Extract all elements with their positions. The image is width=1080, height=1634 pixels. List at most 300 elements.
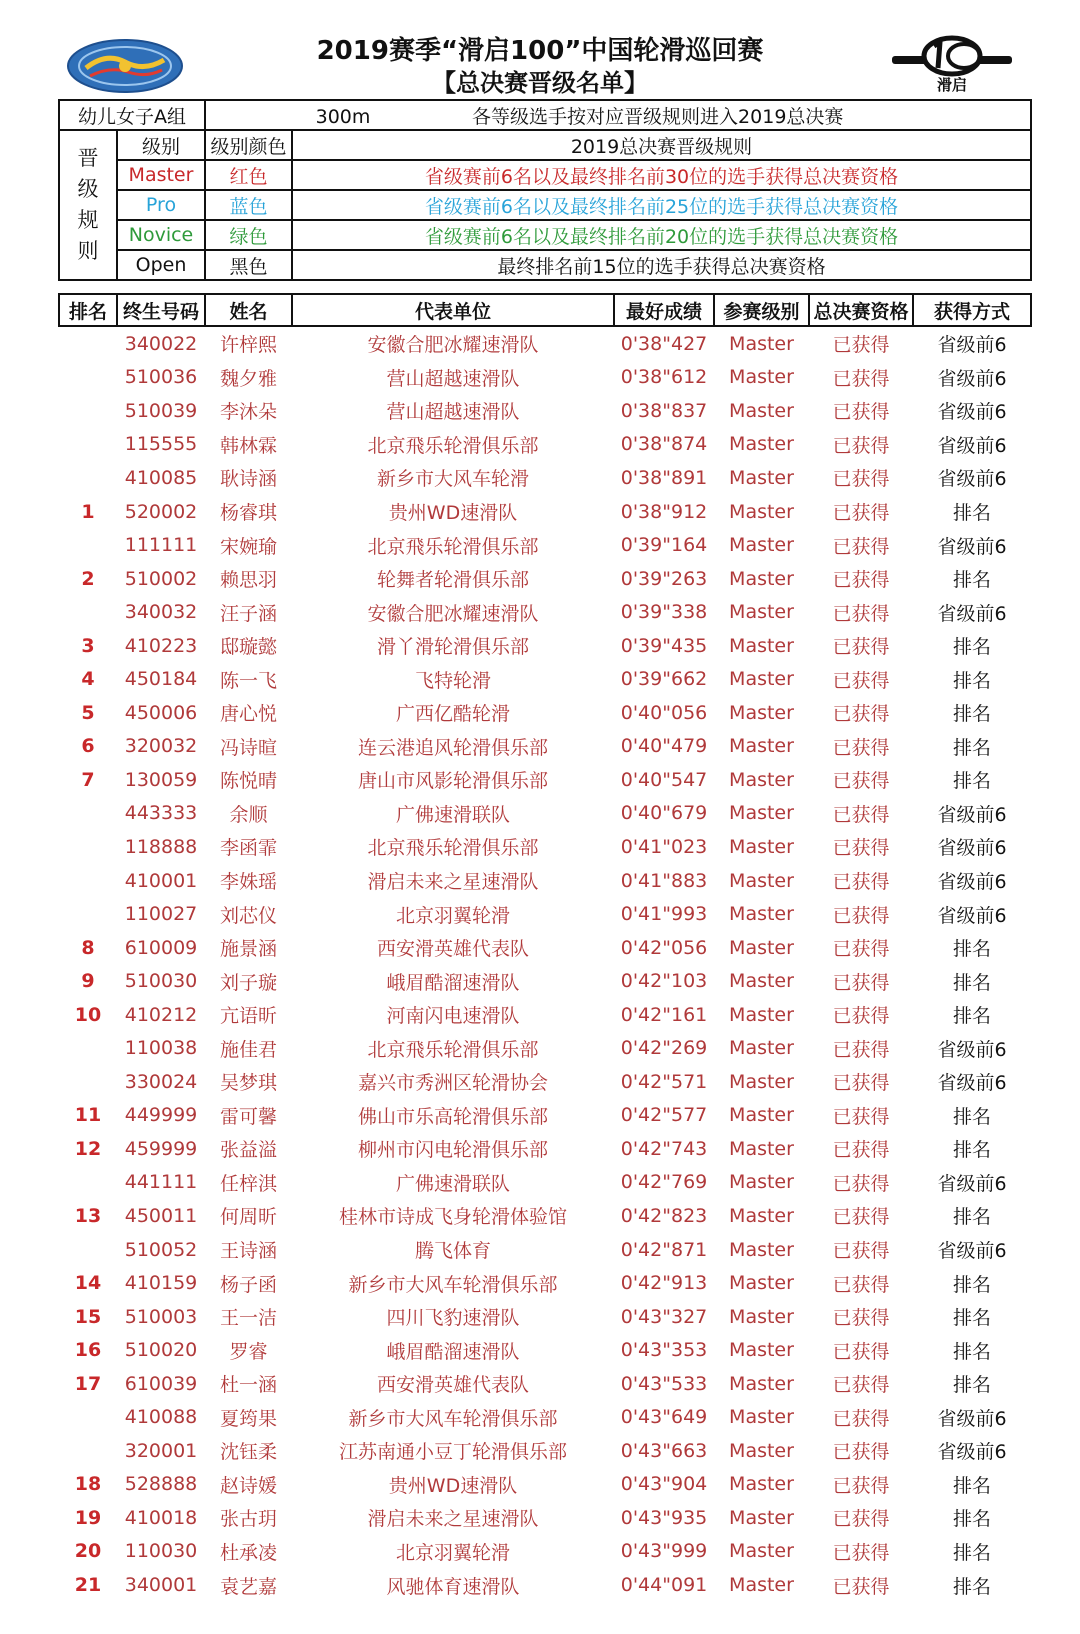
method-cell: 省级前6 bbox=[937, 602, 1007, 625]
rank-cell: 14 bbox=[74, 1272, 102, 1295]
table-row bbox=[59, 1501, 1031, 1535]
rule-color: 绿色 bbox=[205, 220, 292, 250]
best-time-cell: 0'38"874 bbox=[620, 433, 708, 456]
rules-header-level: 级别 bbox=[117, 130, 205, 160]
table-row bbox=[59, 394, 1031, 428]
best-time-cell: 0'41"023 bbox=[620, 835, 708, 858]
rules-side-char: 晋 bbox=[77, 146, 99, 170]
club-cell: 北京飛乐轮滑俱乐部 bbox=[367, 434, 539, 457]
rank-cell: 16 bbox=[74, 1339, 102, 1362]
qualifier-table-body bbox=[59, 326, 1031, 1602]
name-cell: 许梓熙 bbox=[219, 334, 277, 357]
level-cell: Master bbox=[729, 668, 794, 691]
level-cell: Master bbox=[729, 1070, 794, 1093]
lifetime-number-cell: 410212 bbox=[124, 1003, 198, 1026]
method-cell: 排名 bbox=[952, 770, 991, 793]
qualification-cell: 已获得 bbox=[832, 401, 890, 424]
rules-side-label bbox=[59, 130, 117, 280]
level-cell: Master bbox=[729, 735, 794, 758]
table-row bbox=[59, 361, 1031, 395]
rank-cell bbox=[59, 1166, 117, 1200]
table-row bbox=[59, 1401, 1031, 1435]
rank-cell: 11 bbox=[74, 1104, 102, 1127]
method-cell: 排名 bbox=[952, 636, 991, 659]
level-cell: Master bbox=[729, 1104, 794, 1127]
club-cell: 飞特轮滑 bbox=[414, 669, 491, 692]
name-cell: 冯诗暄 bbox=[219, 736, 277, 759]
level-cell: Master bbox=[729, 1003, 794, 1026]
level-cell: Master bbox=[729, 1406, 794, 1429]
lifetime-number-cell: 111111 bbox=[124, 534, 198, 557]
rule-text: 省级赛前6名以及最终排名前25位的选手获得总决赛资格 bbox=[292, 190, 1031, 220]
name-cell: 李姝瑶 bbox=[219, 871, 277, 894]
rank-cell: 1 bbox=[81, 500, 95, 523]
qualification-cell: 已获得 bbox=[832, 502, 890, 524]
level-cell: Master bbox=[729, 835, 794, 858]
table-row bbox=[59, 1367, 1031, 1401]
club-cell: 广佛速滑联队 bbox=[395, 1172, 510, 1195]
group-distance: 300m bbox=[315, 105, 371, 128]
name-cell: 耿诗涵 bbox=[219, 468, 277, 491]
rules-header-color: 级别颜色 bbox=[205, 130, 292, 160]
table-row bbox=[59, 662, 1031, 696]
rule-level: Novice bbox=[117, 220, 205, 250]
rank-cell: 13 bbox=[74, 1204, 102, 1227]
table-row bbox=[59, 897, 1031, 931]
club-cell: 贵州WD速滑队 bbox=[388, 502, 518, 524]
lifetime-number-cell: 528888 bbox=[124, 1473, 198, 1496]
qualification-cell: 已获得 bbox=[832, 837, 890, 860]
column-header: 终生号码 bbox=[117, 294, 205, 326]
method-cell: 排名 bbox=[952, 1206, 991, 1229]
level-cell: Master bbox=[729, 802, 794, 825]
lifetime-number-cell: 450006 bbox=[124, 701, 198, 724]
method-cell: 排名 bbox=[952, 1374, 991, 1397]
best-time-cell: 0'38"612 bbox=[620, 366, 708, 389]
table-row bbox=[59, 730, 1031, 764]
method-cell: 排名 bbox=[952, 569, 991, 592]
qualification-cell: 已获得 bbox=[832, 1273, 890, 1296]
table-row bbox=[59, 797, 1031, 831]
level-cell: Master bbox=[729, 1372, 794, 1395]
level-cell: Master bbox=[729, 1574, 794, 1596]
level-cell: Master bbox=[729, 601, 794, 624]
method-cell: 省级前6 bbox=[937, 1407, 1007, 1430]
club-cell: 新乡市大风车轮滑 bbox=[376, 468, 529, 491]
qualification-cell: 已获得 bbox=[832, 1575, 890, 1598]
rule-text: 省级赛前6名以及最终排名前30位的选手获得总决赛资格 bbox=[292, 160, 1031, 190]
column-header: 参赛级别 bbox=[714, 294, 809, 326]
method-cell: 省级前6 bbox=[937, 1072, 1007, 1095]
name-cell: 杜承凌 bbox=[219, 1541, 277, 1564]
table-row bbox=[59, 931, 1031, 965]
level-cell: Master bbox=[729, 1171, 794, 1194]
club-cell: 北京飛乐轮滑俱乐部 bbox=[367, 535, 539, 558]
method-cell: 排名 bbox=[952, 736, 991, 759]
table-row bbox=[59, 1166, 1031, 1200]
best-time-cell: 0'40"547 bbox=[620, 768, 708, 791]
club-cell: 滑丫滑轮滑俱乐部 bbox=[376, 636, 529, 659]
lifetime-number-cell: 410223 bbox=[124, 634, 198, 657]
lifetime-number-cell: 340022 bbox=[124, 332, 198, 355]
level-cell: Master bbox=[729, 1439, 794, 1462]
club-cell: 贵州WD速滑队 bbox=[388, 1474, 518, 1497]
group-info-row bbox=[59, 100, 1031, 130]
logo-right-text: 滑启 bbox=[936, 76, 968, 94]
lifetime-number-cell: 410018 bbox=[124, 1506, 198, 1529]
rules-side-char: 级 bbox=[77, 177, 99, 201]
qualification-cell: 已获得 bbox=[832, 803, 890, 826]
qualification-cell: 已获得 bbox=[832, 669, 890, 692]
lifetime-number-cell: 510003 bbox=[124, 1305, 198, 1328]
qualification-cell: 已获得 bbox=[832, 1441, 890, 1464]
rank-cell bbox=[59, 528, 117, 562]
method-cell: 省级前6 bbox=[937, 871, 1007, 894]
best-time-cell: 0'40"679 bbox=[620, 802, 708, 825]
table-row bbox=[59, 326, 1031, 361]
method-cell: 排名 bbox=[952, 1474, 991, 1497]
lifetime-number-cell: 610009 bbox=[124, 936, 198, 959]
name-cell: 杨子函 bbox=[219, 1273, 277, 1296]
lifetime-number-cell: 410159 bbox=[124, 1272, 198, 1295]
rank-cell bbox=[59, 428, 117, 462]
method-cell: 省级前6 bbox=[937, 1038, 1007, 1061]
rank-cell: 12 bbox=[74, 1137, 102, 1160]
page-subtitle: 【总决赛晋级名单】 bbox=[432, 69, 648, 97]
lifetime-number-cell: 320032 bbox=[124, 735, 198, 758]
best-time-cell: 0'38"427 bbox=[620, 332, 708, 355]
lifetime-number-cell: 410088 bbox=[124, 1406, 198, 1429]
best-time-cell: 0'40"056 bbox=[620, 701, 708, 724]
name-cell: 张益溢 bbox=[219, 1139, 277, 1162]
club-cell: 广佛速滑联队 bbox=[395, 803, 510, 826]
qualification-cell: 已获得 bbox=[832, 1508, 890, 1531]
qualifier-table-header bbox=[59, 294, 1031, 326]
best-time-cell: 0'43"649 bbox=[620, 1406, 708, 1429]
rank-cell: 8 bbox=[81, 936, 95, 959]
name-cell: 魏夕雅 bbox=[219, 367, 277, 390]
rank-cell: 5 bbox=[81, 701, 95, 724]
table-row bbox=[59, 428, 1031, 462]
level-cell: Master bbox=[729, 1339, 794, 1362]
lifetime-number-cell: 330024 bbox=[124, 1070, 198, 1093]
club-cell: 桂林市诗成飞身轮滑体验馆 bbox=[338, 1206, 567, 1229]
table-row bbox=[59, 830, 1031, 864]
table-row bbox=[59, 1199, 1031, 1233]
name-cell: 王一洁 bbox=[219, 1307, 277, 1330]
table-row bbox=[59, 1333, 1031, 1367]
best-time-cell: 0'43"327 bbox=[620, 1305, 708, 1328]
rank-cell bbox=[59, 461, 117, 495]
table-row bbox=[59, 629, 1031, 663]
club-cell: 新乡市大风车轮滑俱乐部 bbox=[348, 1273, 558, 1296]
qualification-cell: 已获得 bbox=[832, 904, 890, 927]
club-cell: 营山超越速滑队 bbox=[386, 401, 520, 424]
best-time-cell: 0'39"435 bbox=[620, 634, 708, 657]
club-cell: 河南闪电速滑队 bbox=[386, 1005, 520, 1028]
level-cell: Master bbox=[729, 1037, 794, 1060]
qualification-cell: 已获得 bbox=[832, 1340, 890, 1363]
rank-cell: 20 bbox=[74, 1540, 102, 1563]
name-cell: 施佳君 bbox=[219, 1038, 277, 1061]
page-title: 2019赛季“滑启100”中国轮滑巡回赛 bbox=[316, 36, 764, 66]
lifetime-number-cell: 443333 bbox=[124, 802, 198, 825]
table-row bbox=[59, 1031, 1031, 1065]
club-cell: 西安滑英雄代表队 bbox=[376, 1374, 529, 1397]
table-row bbox=[59, 998, 1031, 1032]
qualification-cell: 已获得 bbox=[832, 1005, 890, 1028]
best-time-cell: 0'38"891 bbox=[620, 466, 708, 489]
lifetime-number-cell: 110030 bbox=[124, 1540, 198, 1563]
rule-level: Open bbox=[117, 250, 205, 280]
name-cell: 沈钰柔 bbox=[219, 1441, 277, 1464]
method-cell: 省级前6 bbox=[937, 803, 1007, 826]
level-cell: Master bbox=[729, 433, 794, 456]
name-cell: 杨睿琪 bbox=[219, 502, 277, 524]
name-cell: 任梓淇 bbox=[219, 1172, 277, 1195]
rank-cell bbox=[59, 1065, 117, 1099]
best-time-cell: 0'42"871 bbox=[620, 1238, 708, 1261]
club-cell: 北京羽翼轮滑 bbox=[395, 904, 510, 927]
level-cell: Master bbox=[729, 1506, 794, 1529]
best-time-cell: 0'42"103 bbox=[620, 970, 708, 993]
rank-cell bbox=[59, 394, 117, 428]
group-note: 各等级选手按对应晋级规则进入2019总决赛 bbox=[472, 105, 844, 128]
name-cell: 余顺 bbox=[229, 803, 268, 826]
level-cell: Master bbox=[729, 466, 794, 489]
rank-cell: 15 bbox=[74, 1305, 102, 1328]
level-cell: Master bbox=[729, 500, 794, 523]
level-cell: Master bbox=[729, 768, 794, 791]
table-row bbox=[59, 1132, 1031, 1166]
club-cell: 广西亿酷轮滑 bbox=[395, 703, 510, 726]
table-row bbox=[59, 1065, 1031, 1099]
club-cell: 唐山市风影轮滑俱乐部 bbox=[357, 770, 548, 793]
best-time-cell: 0'40"479 bbox=[620, 735, 708, 758]
rule-row-master bbox=[59, 160, 1031, 190]
qualifier-table bbox=[58, 293, 1032, 1602]
method-cell: 省级前6 bbox=[937, 1172, 1007, 1195]
lifetime-number-cell: 410085 bbox=[124, 466, 198, 489]
name-cell: 何周昕 bbox=[219, 1206, 277, 1229]
table-row bbox=[59, 1300, 1031, 1334]
lifetime-number-cell: 510020 bbox=[124, 1339, 198, 1362]
table-row bbox=[59, 696, 1031, 730]
club-cell: 风驰体育速滑队 bbox=[386, 1575, 520, 1598]
group-name: 幼儿女子A组 bbox=[59, 100, 205, 130]
qualification-cell: 已获得 bbox=[832, 1206, 890, 1229]
rank-cell bbox=[59, 595, 117, 629]
best-time-cell: 0'42"577 bbox=[620, 1104, 708, 1127]
method-cell: 省级前6 bbox=[937, 367, 1007, 390]
rule-color: 红色 bbox=[205, 160, 292, 190]
rule-level: Master bbox=[117, 160, 205, 190]
method-cell: 省级前6 bbox=[937, 904, 1007, 927]
qualification-cell: 已获得 bbox=[832, 367, 890, 390]
method-cell: 排名 bbox=[952, 502, 991, 524]
rule-row-novice bbox=[59, 220, 1031, 250]
qualification-cell: 已获得 bbox=[832, 1474, 890, 1497]
qualification-cell: 已获得 bbox=[832, 535, 890, 558]
name-cell: 唐心悦 bbox=[219, 703, 277, 726]
qualification-rules-table bbox=[58, 99, 1032, 281]
name-cell: 吴梦琪 bbox=[219, 1072, 277, 1095]
lifetime-number-cell: 459999 bbox=[124, 1137, 198, 1160]
name-cell: 王诗涵 bbox=[219, 1240, 277, 1263]
qualification-cell: 已获得 bbox=[832, 1139, 890, 1162]
name-cell: 陈一飞 bbox=[219, 669, 277, 692]
best-time-cell: 0'41"993 bbox=[620, 903, 708, 926]
table-row bbox=[59, 1233, 1031, 1267]
qualification-cell: 已获得 bbox=[832, 871, 890, 894]
club-cell: 北京飛乐轮滑俱乐部 bbox=[367, 837, 539, 860]
name-cell: 杜一涵 bbox=[219, 1374, 277, 1397]
rank-cell: 10 bbox=[74, 1003, 102, 1026]
club-cell: 滑启未来之星速滑队 bbox=[367, 1508, 539, 1531]
skate-100-logo-icon bbox=[890, 34, 1014, 96]
qualification-cell: 已获得 bbox=[832, 1172, 890, 1195]
qualification-cell: 已获得 bbox=[832, 1038, 890, 1061]
page-header bbox=[0, 0, 1080, 98]
level-cell: Master bbox=[729, 1204, 794, 1227]
club-cell: 峨眉酷溜速滑队 bbox=[386, 1340, 520, 1363]
level-cell: Master bbox=[729, 936, 794, 959]
lifetime-number-cell: 510052 bbox=[124, 1238, 198, 1261]
lifetime-number-cell: 118888 bbox=[124, 835, 198, 858]
method-cell: 排名 bbox=[952, 1508, 991, 1531]
table-row bbox=[59, 1568, 1031, 1602]
qualification-cell: 已获得 bbox=[832, 971, 890, 994]
rank-cell bbox=[59, 1401, 117, 1435]
best-time-cell: 0'42"913 bbox=[620, 1272, 708, 1295]
best-time-cell: 0'38"912 bbox=[620, 500, 708, 523]
name-cell: 张古玥 bbox=[219, 1508, 277, 1531]
best-time-cell: 0'44"091 bbox=[620, 1574, 708, 1596]
best-time-cell: 0'39"263 bbox=[620, 567, 708, 590]
best-time-cell: 0'43"904 bbox=[620, 1473, 708, 1496]
level-cell: Master bbox=[729, 1473, 794, 1496]
table-row bbox=[59, 1468, 1031, 1502]
rank-cell bbox=[59, 361, 117, 395]
rules-header-row bbox=[59, 130, 1031, 160]
method-cell: 省级前6 bbox=[937, 468, 1007, 491]
name-cell: 夏筠果 bbox=[219, 1407, 277, 1430]
qualification-cell: 已获得 bbox=[832, 1407, 890, 1430]
name-cell: 汪子涵 bbox=[219, 602, 277, 625]
column-header: 姓名 bbox=[205, 294, 292, 326]
rank-cell bbox=[59, 797, 117, 831]
rank-cell bbox=[59, 864, 117, 898]
best-time-cell: 0'43"935 bbox=[620, 1506, 708, 1529]
qualification-cell: 已获得 bbox=[832, 938, 890, 961]
name-cell: 宋婉瑜 bbox=[219, 535, 277, 558]
lifetime-number-cell: 340001 bbox=[124, 1574, 198, 1596]
qualification-cell: 已获得 bbox=[832, 1541, 890, 1564]
club-cell: 江苏南通小豆丁轮滑俱乐部 bbox=[338, 1441, 567, 1464]
club-cell: 腾飞体育 bbox=[414, 1240, 491, 1263]
best-time-cell: 0'39"338 bbox=[620, 601, 708, 624]
level-cell: Master bbox=[729, 1137, 794, 1160]
club-cell: 连云港追风轮滑俱乐部 bbox=[357, 736, 548, 759]
club-cell: 峨眉酷溜速滑队 bbox=[386, 971, 520, 994]
lifetime-number-cell: 340032 bbox=[124, 601, 198, 624]
level-cell: Master bbox=[729, 366, 794, 389]
rule-level: Pro bbox=[117, 190, 205, 220]
lifetime-number-cell: 441111 bbox=[124, 1171, 198, 1194]
method-cell: 省级前6 bbox=[937, 1240, 1007, 1263]
table-row bbox=[59, 562, 1031, 596]
best-time-cell: 0'42"743 bbox=[620, 1137, 708, 1160]
name-cell: 亢语昕 bbox=[219, 1005, 277, 1028]
rank-cell: 7 bbox=[81, 768, 95, 791]
qualification-cell: 已获得 bbox=[832, 1307, 890, 1330]
qualification-cell: 已获得 bbox=[832, 703, 890, 726]
table-row bbox=[59, 1434, 1031, 1468]
rule-color: 蓝色 bbox=[205, 190, 292, 220]
lifetime-number-cell: 115555 bbox=[124, 433, 198, 456]
table-row bbox=[59, 1266, 1031, 1300]
method-cell: 省级前6 bbox=[937, 401, 1007, 424]
name-cell: 施景涵 bbox=[219, 938, 277, 961]
club-cell: 北京羽翼轮滑 bbox=[395, 1541, 510, 1564]
lifetime-number-cell: 510039 bbox=[124, 399, 198, 422]
level-cell: Master bbox=[729, 1540, 794, 1563]
rank-cell bbox=[59, 897, 117, 931]
rule-text: 省级赛前6名以及最终排名前20位的选手获得总决赛资格 bbox=[292, 220, 1031, 250]
lifetime-number-cell: 449999 bbox=[124, 1104, 198, 1127]
lifetime-number-cell: 610039 bbox=[124, 1372, 198, 1395]
column-header: 排名 bbox=[59, 294, 117, 326]
club-cell: 新乡市大风车轮滑俱乐部 bbox=[348, 1407, 558, 1430]
method-cell: 省级前6 bbox=[937, 837, 1007, 860]
best-time-cell: 0'42"056 bbox=[620, 936, 708, 959]
level-cell: Master bbox=[729, 701, 794, 724]
method-cell: 排名 bbox=[952, 1105, 991, 1128]
rank-cell: 4 bbox=[81, 668, 95, 691]
level-cell: Master bbox=[729, 399, 794, 422]
column-header: 总决赛资格 bbox=[809, 294, 913, 326]
rank-cell: 21 bbox=[74, 1574, 102, 1596]
club-cell: 滑启未来之星速滑队 bbox=[367, 871, 539, 894]
rule-row-open bbox=[59, 250, 1031, 280]
rank-cell: 3 bbox=[81, 634, 95, 657]
lifetime-number-cell: 110038 bbox=[124, 1037, 198, 1060]
rank-cell bbox=[59, 830, 117, 864]
method-cell: 排名 bbox=[952, 1541, 991, 1564]
method-cell: 排名 bbox=[952, 1139, 991, 1162]
club-cell: 柳州市闪电轮滑俱乐部 bbox=[357, 1139, 548, 1162]
rank-cell bbox=[59, 326, 117, 361]
qualification-cell: 已获得 bbox=[832, 1240, 890, 1263]
club-cell: 佛山市乐高轮滑俱乐部 bbox=[357, 1105, 548, 1128]
rank-cell: 9 bbox=[81, 970, 95, 993]
table-row bbox=[59, 495, 1031, 529]
name-cell: 陈悦晴 bbox=[219, 770, 277, 793]
rank-cell: 19 bbox=[74, 1506, 102, 1529]
qualification-cell: 已获得 bbox=[832, 1105, 890, 1128]
method-cell: 排名 bbox=[952, 938, 991, 961]
group-info-cell bbox=[205, 100, 1031, 130]
method-cell: 省级前6 bbox=[937, 1441, 1007, 1464]
qualification-cell: 已获得 bbox=[832, 770, 890, 793]
best-time-cell: 0'42"823 bbox=[620, 1204, 708, 1227]
method-cell: 排名 bbox=[952, 1340, 991, 1363]
level-cell: Master bbox=[729, 903, 794, 926]
table-row bbox=[59, 1099, 1031, 1133]
qualification-cell: 已获得 bbox=[832, 468, 890, 491]
level-cell: Master bbox=[729, 567, 794, 590]
best-time-cell: 0'43"533 bbox=[620, 1372, 708, 1395]
